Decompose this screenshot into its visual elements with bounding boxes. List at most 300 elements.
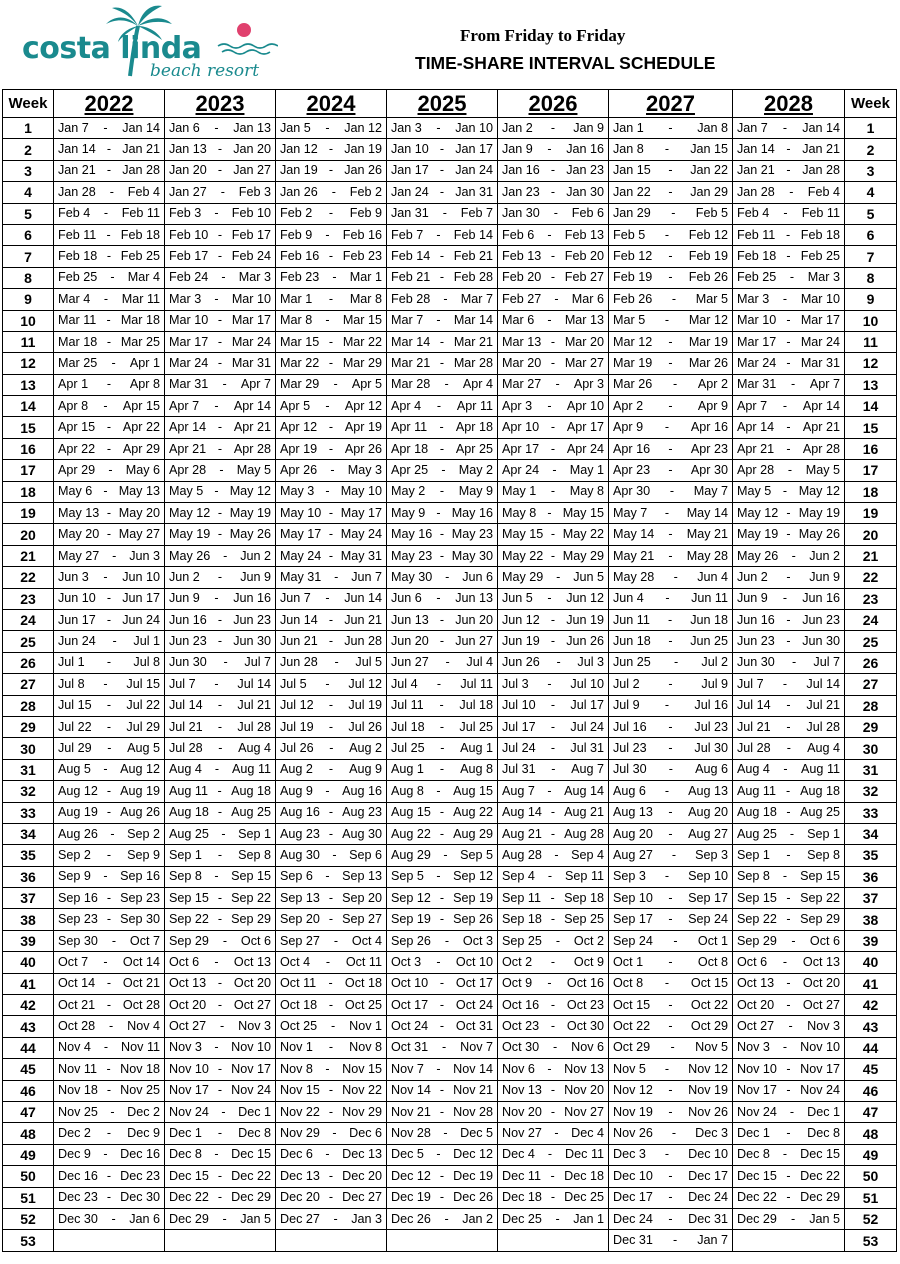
interval-end: Jul 14 [806, 676, 841, 691]
interval-separator: - [111, 1211, 116, 1226]
interval-end: Dec 22 [800, 1168, 841, 1183]
interval-end: Aug 9 [349, 762, 383, 777]
interval-separator: - [668, 805, 673, 820]
interval-separator: - [103, 291, 109, 306]
interval-separator: - [786, 142, 791, 157]
interval-start: Mar 3 [737, 291, 770, 306]
interval-separator: - [547, 1061, 552, 1076]
interval-end: Jun 5 [573, 569, 605, 584]
week-number: 46 [845, 1080, 897, 1101]
interval-start: Mar 26 [613, 377, 653, 392]
interval-start: Mar 7 [391, 313, 424, 328]
interval-end: Feb 20 [564, 249, 605, 264]
interval-cell [387, 460, 498, 481]
interval-start: May 21 [613, 548, 655, 563]
interval-end: Sep 20 [342, 890, 383, 905]
interval-cell [54, 716, 165, 737]
interval-separator: - [103, 206, 109, 221]
interval-end: Nov 22 [342, 1083, 383, 1098]
interval-start: May 16 [391, 527, 433, 542]
interval-end: Nov 24 [231, 1083, 272, 1098]
table-row [3, 118, 897, 139]
interval-end: Mar 8 [349, 291, 383, 306]
interval-end: May 20 [118, 505, 161, 520]
interval-cell [54, 1080, 165, 1101]
interval-end: Jul 17 [570, 698, 605, 713]
interval-start: Jan 28 [58, 184, 96, 199]
interval-end: Jan 21 [802, 142, 841, 157]
interval-end: Jul 15 [126, 676, 161, 691]
interval-separator: - [217, 227, 223, 242]
week-number: 25 [3, 631, 54, 652]
interval-end: May 5 [805, 462, 841, 477]
interval-cell [609, 1101, 733, 1122]
interval-cell [733, 139, 845, 160]
interval-end: Dec 12 [453, 1147, 494, 1162]
interval-separator: - [436, 869, 441, 884]
interval-start: May 12 [169, 505, 211, 520]
interval-start: Nov 5 [613, 1061, 646, 1076]
table-row [3, 631, 897, 652]
interval-cell [54, 631, 165, 652]
interval-start: Nov 25 [58, 1104, 98, 1119]
interval-separator: - [782, 869, 788, 884]
interval-end: Dec 11 [565, 1147, 605, 1162]
interval-separator: - [668, 912, 673, 927]
interval-start: Nov 26 [613, 1126, 653, 1141]
interval-end: May 31 [340, 548, 383, 563]
interval-separator: - [106, 1168, 112, 1183]
interval-cell [609, 160, 733, 181]
interval-separator: - [670, 1040, 675, 1055]
interval-cell [54, 331, 165, 352]
interval-cell [276, 1016, 387, 1037]
interval-end: Jun 2 [240, 548, 272, 563]
interval-cell [165, 267, 276, 288]
interval-start: Dec 26 [391, 1211, 431, 1226]
week-number: 50 [845, 1166, 897, 1187]
interval-end: Dec 8 [807, 1126, 841, 1141]
interval-start: Nov 7 [391, 1061, 424, 1076]
week-number: 20 [3, 524, 54, 545]
interval-start: Apr 7 [169, 398, 200, 413]
interval-end: Aug 30 [342, 826, 383, 841]
interval-end: Nov 27 [564, 1104, 605, 1119]
interval-cell [54, 524, 165, 545]
interval-separator: - [673, 933, 678, 948]
interval-cell [276, 609, 387, 630]
interval-cell [498, 738, 609, 759]
interval-end: Mar 15 [342, 313, 383, 328]
interval-cell [498, 973, 609, 994]
interval-end: Nov 24 [800, 1083, 841, 1098]
interval-separator: - [668, 120, 673, 135]
interval-end: Sep 27 [342, 912, 383, 927]
logo-sub: beach resort [150, 61, 260, 80]
week-number: 51 [845, 1187, 897, 1208]
interval-separator: - [550, 163, 556, 178]
interval-cell [609, 310, 733, 331]
interval-separator: - [782, 484, 788, 499]
interval-separator: - [551, 762, 556, 777]
interval-cell [609, 930, 733, 951]
interval-end: Apr 9 [697, 398, 729, 413]
interval-start: Apr 18 [391, 441, 429, 456]
interval-separator: - [106, 912, 112, 927]
interval-cell [54, 182, 165, 203]
week-number: 14 [3, 396, 54, 417]
table-row [3, 396, 897, 417]
interval-cell [165, 353, 276, 374]
week-number: 11 [845, 331, 897, 352]
interval-start: Sep 15 [169, 890, 209, 905]
interval-cell [165, 118, 276, 139]
interval-cell [387, 674, 498, 695]
interval-cell [733, 460, 845, 481]
interval-start: Nov 15 [280, 1083, 320, 1098]
interval-start: Jan 8 [613, 142, 644, 157]
interval-cell [609, 267, 733, 288]
interval-start: Oct 4 [280, 954, 311, 969]
interval-start: Apr 15 [58, 420, 96, 435]
interval-start: Jul 4 [391, 676, 418, 691]
week-number: 19 [845, 503, 897, 524]
interval-cell [387, 952, 498, 973]
interval-cell [609, 759, 733, 780]
interval-separator: - [790, 1211, 796, 1226]
interval-end: Jan 5 [240, 1211, 272, 1226]
interval-end: Dec 27 [342, 1190, 383, 1205]
interval-end: Aug 13 [688, 783, 729, 798]
interval-cell [733, 1059, 845, 1080]
interval-start: Jul 28 [169, 741, 203, 756]
interval-cell [276, 952, 387, 973]
week-number: 23 [845, 588, 897, 609]
interval-start: Jan 19 [280, 163, 318, 178]
interval-end: Jan 1 [573, 1211, 605, 1226]
week-number: 18 [845, 481, 897, 502]
costa-linda-logo [22, 4, 278, 80]
interval-start: Jun 26 [502, 655, 540, 670]
interval-start: Mar 17 [169, 334, 209, 349]
interval-cell [387, 545, 498, 566]
interval-end: Jul 31 [570, 741, 605, 756]
interval-end: Jan 27 [233, 163, 272, 178]
interval-cell [54, 353, 165, 374]
week-number: 46 [3, 1080, 54, 1101]
interval-cell [387, 909, 498, 930]
interval-cell [609, 374, 733, 395]
interval-cell [387, 417, 498, 438]
interval-separator: - [439, 441, 445, 456]
week-number: 24 [3, 609, 54, 630]
interval-cell [276, 1187, 387, 1208]
interval-cell [387, 353, 498, 374]
interval-cell [387, 652, 498, 673]
interval-cell [733, 1037, 845, 1058]
interval-separator: - [106, 505, 112, 520]
interval-separator: - [550, 441, 556, 456]
week-number: 19 [3, 503, 54, 524]
interval-cell [387, 1144, 498, 1165]
interval-separator: - [785, 783, 791, 798]
interval-start: Dec 23 [58, 1190, 98, 1205]
interval-separator: - [664, 698, 670, 713]
week-number: 38 [845, 909, 897, 930]
interval-cell [609, 995, 733, 1016]
interval-separator: - [664, 783, 670, 798]
interval-separator: - [328, 698, 334, 713]
interval-separator: - [671, 1126, 677, 1141]
interval-start: May 19 [737, 527, 779, 542]
interval-separator: - [439, 334, 445, 349]
interval-cell [609, 567, 733, 588]
interval-cell [498, 139, 609, 160]
interval-separator: - [103, 954, 108, 969]
interval-cell [276, 802, 387, 823]
interval-end: Aug 23 [342, 805, 383, 820]
interval-end: Jan 12 [344, 120, 383, 135]
interval-cell [54, 1208, 165, 1229]
week-number: 21 [3, 545, 54, 566]
interval-cell [165, 481, 276, 502]
interval-separator: - [786, 634, 791, 649]
interval-start: Nov 11 [58, 1061, 97, 1076]
interval-separator: - [786, 163, 791, 178]
interval-separator: - [668, 1019, 673, 1034]
interval-start: Jan 29 [613, 206, 651, 221]
interval-cell [276, 182, 387, 203]
week-number: 43 [3, 1016, 54, 1037]
week-number: 22 [3, 567, 54, 588]
interval-start: Oct 8 [613, 976, 644, 991]
interval-start: Mar 19 [613, 355, 653, 370]
interval-separator: - [439, 997, 445, 1012]
interval-cell [609, 823, 733, 844]
interval-start: Jun 11 [613, 612, 650, 627]
interval-start: Sep 13 [280, 890, 320, 905]
interval-cell [733, 888, 845, 909]
interval-cell [54, 224, 165, 245]
interval-separator: - [106, 527, 112, 542]
interval-end: Mar 18 [120, 313, 161, 328]
table-row [3, 203, 897, 224]
interval-cell [733, 374, 845, 395]
interval-cell [387, 310, 498, 331]
interval-separator: - [786, 976, 791, 991]
interval-cell [387, 1037, 498, 1058]
interval-cell [609, 738, 733, 759]
interval-end: May 12 [798, 484, 840, 499]
interval-end: Sep 18 [564, 890, 605, 905]
interval-start: Dec 1 [169, 1126, 202, 1141]
interval-separator: - [217, 355, 223, 370]
interval-cell [498, 759, 609, 780]
interval-end: Dec 10 [688, 1147, 729, 1162]
interval-start: Mar 5 [613, 313, 646, 328]
interval-separator: - [668, 1190, 673, 1205]
interval-separator: - [669, 484, 675, 499]
interval-separator: - [217, 634, 223, 649]
interval-separator: - [106, 377, 112, 392]
interval-cell [733, 759, 845, 780]
interval-cell [733, 438, 845, 459]
interval-cell [276, 1080, 387, 1101]
interval-end: Sep 30 [120, 912, 161, 927]
interval-separator: - [555, 377, 560, 392]
interval-cell [54, 438, 165, 459]
interval-start: Mar 22 [280, 355, 320, 370]
interval-separator: - [328, 142, 334, 157]
interval-end: Feb 13 [564, 227, 605, 242]
interval-start: Jun 17 [58, 612, 96, 627]
interval-end: Mar 1 [349, 270, 382, 285]
interval-start: Aug 13 [613, 805, 653, 820]
interval-end: Jul 23 [694, 719, 729, 734]
interval-cell [276, 738, 387, 759]
table-row [3, 952, 897, 973]
interval-start: Dec 6 [280, 1147, 313, 1162]
interval-cell [733, 631, 845, 652]
interval-start: Dec 13 [280, 1168, 320, 1183]
interval-cell [498, 224, 609, 245]
interval-start: May 5 [169, 484, 204, 499]
interval-cell [733, 588, 845, 609]
interval-end: Nov 7 [460, 1040, 493, 1055]
interval-end: Jun 27 [455, 634, 494, 649]
interval-separator: - [668, 1104, 673, 1119]
interval-start: May 9 [391, 505, 426, 520]
interval-start: Apr 8 [58, 398, 89, 413]
interval-separator: - [217, 1083, 223, 1098]
interval-separator: - [668, 826, 673, 841]
interval-start: May 8 [502, 505, 537, 520]
interval-separator: - [333, 933, 339, 948]
interval-end: May 2 [458, 462, 494, 477]
interval-start: Mar 13 [502, 334, 542, 349]
interval-separator: - [332, 847, 337, 862]
interval-start: May 29 [502, 569, 544, 584]
interval-separator: - [328, 762, 334, 777]
interval-start: Nov 24 [169, 1104, 209, 1119]
interval-start: Apr 22 [58, 441, 96, 456]
interval-end: Mar 12 [688, 313, 729, 328]
interval-separator: - [106, 313, 111, 328]
interval-start: Feb 17 [169, 249, 209, 264]
interval-end: Feb 3 [238, 184, 272, 199]
interval-end: Nov 21 [453, 1083, 494, 1098]
interval-start: Oct 11 [280, 976, 317, 991]
interval-end: Jun 2 [809, 548, 841, 563]
interval-separator: - [333, 377, 338, 392]
interval-start: Oct 7 [58, 954, 89, 969]
interval-cell [54, 973, 165, 994]
interval-cell [165, 1016, 276, 1037]
interval-start: Dec 25 [502, 1211, 542, 1226]
interval-cell [54, 1101, 165, 1122]
interval-separator: - [217, 249, 223, 264]
interval-cell [498, 353, 609, 374]
interval-start: Oct 27 [737, 1019, 775, 1034]
interval-start: Jan 3 [391, 120, 422, 135]
interval-cell [387, 1016, 498, 1037]
table-row [3, 1080, 897, 1101]
interval-separator: - [439, 420, 444, 435]
interval-separator: - [550, 912, 556, 927]
interval-end: Aug 8 [460, 762, 494, 777]
interval-start: Dec 4 [502, 1147, 535, 1162]
interval-end: Oct 8 [697, 954, 729, 969]
week-number: 10 [3, 310, 54, 331]
interval-cell [387, 160, 498, 181]
interval-start: Sep 25 [502, 933, 542, 948]
interval-start: Apr 11 [391, 420, 428, 435]
interval-separator: - [786, 847, 791, 862]
interval-start: May 31 [280, 569, 322, 584]
interval-end: Mar 26 [688, 355, 729, 370]
interval-end: Oct 25 [344, 997, 383, 1012]
interval-separator: - [439, 890, 445, 905]
interval-start: Sep 11 [502, 890, 541, 905]
week-number: 45 [845, 1059, 897, 1080]
interval-start: Dec 27 [280, 1211, 320, 1226]
week-number: 31 [845, 759, 897, 780]
table-row [3, 417, 897, 438]
interval-cell [165, 823, 276, 844]
interval-separator: - [217, 1168, 223, 1183]
interval-start: Jul 14 [169, 698, 203, 713]
interval-cell [498, 374, 609, 395]
interval-separator: - [109, 184, 114, 199]
interval-cell [276, 567, 387, 588]
interval-end: Aug 14 [564, 783, 605, 798]
interval-cell [733, 1101, 845, 1122]
interval-separator: - [325, 954, 331, 969]
week-number: 23 [3, 588, 54, 609]
interval-start: Jul 10 [502, 698, 536, 713]
table-row [3, 1016, 897, 1037]
interval-start: Feb 14 [391, 249, 431, 264]
interval-start: Mar 29 [280, 377, 320, 392]
interval-separator: - [222, 377, 227, 392]
interval-end: Dec 4 [571, 1126, 605, 1141]
interval-cell [387, 1208, 498, 1229]
interval-cell [498, 609, 609, 630]
interval-cell [498, 631, 609, 652]
interval-end: Jul 11 [460, 676, 494, 691]
interval-start: Nov 19 [613, 1104, 653, 1119]
interval-end: Mar 22 [342, 334, 383, 349]
interval-end: Nov 25 [120, 1083, 161, 1098]
interval-end: Jul 1 [133, 634, 160, 649]
interval-end: Aug 18 [231, 783, 272, 798]
interval-cell [498, 909, 609, 930]
interval-start: Feb 24 [169, 270, 209, 285]
table-row [3, 503, 897, 524]
interval-cell [276, 224, 387, 245]
schedule-title: TIME-SHARE INTERVAL SCHEDULE [415, 53, 716, 73]
interval-separator: - [217, 912, 223, 927]
interval-separator: - [214, 869, 219, 884]
interval-separator: - [553, 1040, 558, 1055]
interval-cell [733, 652, 845, 673]
interval-end: Feb 10 [231, 206, 272, 221]
interval-cell [54, 738, 165, 759]
interval-cell [733, 503, 845, 524]
interval-separator: - [443, 291, 448, 306]
interval-start: Jun 12 [502, 612, 540, 627]
table-row [3, 695, 897, 716]
